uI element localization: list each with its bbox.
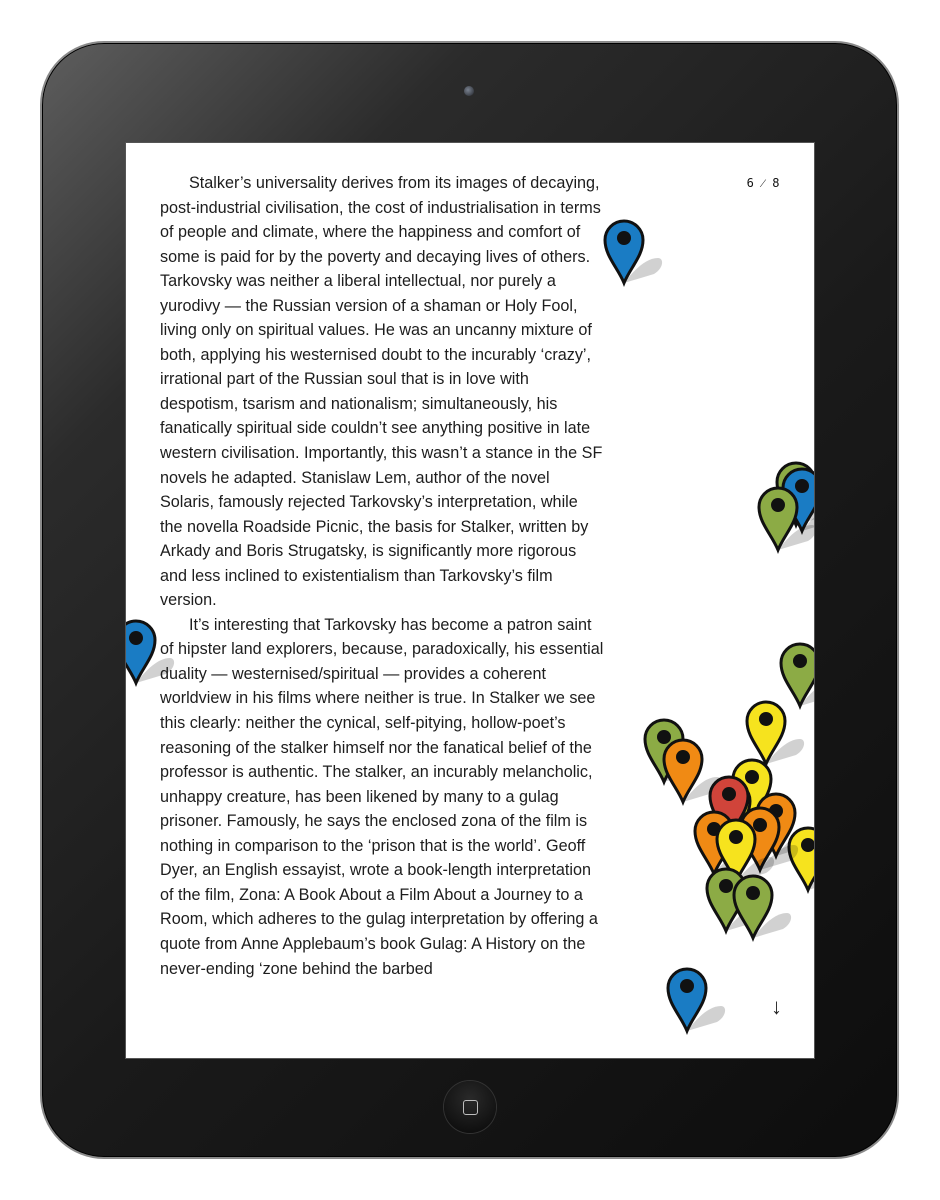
- map-pin-icon: [781, 644, 814, 706]
- article-text[interactable]: [160, 171, 604, 981]
- home-button[interactable]: [444, 1081, 496, 1133]
- paragraph: It’s interesting that Tarkovsky has become a patron saint of hipster land explorers, because, paradoxically, his essential duality — westernised/spiritual — provides a coherent worldview in his films where neither is true. In Stalker we see this clearly: neither the cynical, self-pitying, hollow-poet’s reasoning of the stalker himself nor the fanatical belief of the professor is authentic. The stalker, an incurably melancholic, unhappy creature, has been likened by many to a gulag prisoner. Famously, he says the enclosed zona of the film is nothing in comparison to the ‘prison that is the world’. Geoff Dyer, an English essayist, wrote a book-length interpretation of the film, Zona: A Book About a Film About a Journey to a Room, which adheres to the gulag interpretation by offering a quote from Anne Applebaum’s book Gulag: A History on the never-ending ‘zone behind the barbed: [160, 615, 604, 978]
- paragraph: Stalker’s universality derives from its images of decaying, post-industrial civilisation, the cost of industrialisation in terms of people and climate, where the happiness and comfort of some is paid for by the poverty and decaying lives of others. Tarkovsky was neither a liberal intellectual, nor purely a yurodivy — the Russian version of a shaman or Holy Fool, living only on spiritual values. He was an uncanny mixture of both, applying his westernised doubt to the incurably ‘crazy’, irrational part of the Russian soul that is in love with despotism, tsarism and nationalism; simultaneously, his fanatically spiritual side couldn’t see anything positive in late western civilisation. Importantly, this wasn’t a stance in the SF novels he adapted. Stanislaw Lem, author of the novel Solaris, famously rejected Tarkovsky’s interpretation, while the novella Roadside Picnic, the basis for Stalker, written by Arkady and Boris Strugatsky, is significantly more rigorous and less inclined to existentialism than Tarkovsky’s film version.: [160, 174, 603, 610]
- scroll-down-arrow-icon[interactable]: ↓: [771, 994, 782, 1019]
- home-square-icon: [463, 1100, 478, 1115]
- map-pin-icon: [734, 876, 791, 938]
- map-pin-icon: [668, 969, 725, 1031]
- reader-screen[interactable]: [126, 143, 814, 1058]
- map-pin-icon: [747, 702, 804, 764]
- camera-icon: [464, 86, 474, 96]
- map-pin-icon: [605, 221, 662, 283]
- page-counter: 6 ⁄ 8: [746, 176, 780, 190]
